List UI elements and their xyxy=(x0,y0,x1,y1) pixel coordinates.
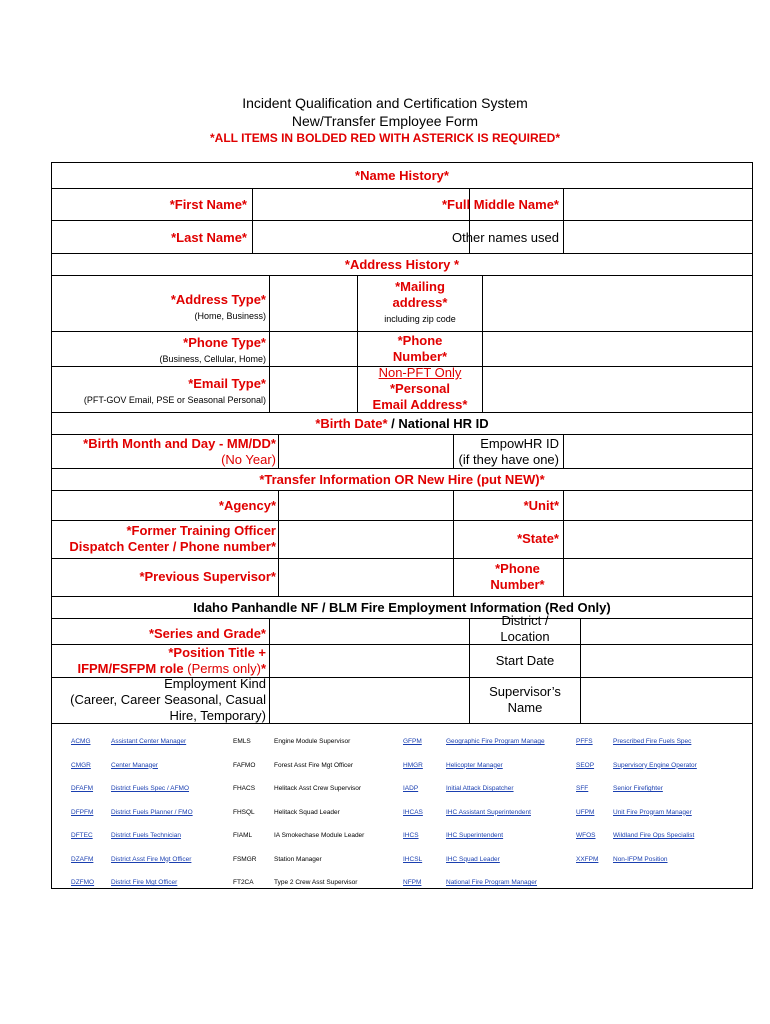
mailing-address-label xyxy=(358,279,482,327)
unit-label: *Unit* xyxy=(523,498,559,513)
legend-code: FT2CA xyxy=(233,879,254,886)
birth-month-day-label: *Birth Month and Day - MM/DD* xyxy=(83,436,276,451)
legend-code[interactable]: XXFPM xyxy=(576,855,599,863)
legend-description[interactable]: Wildland Fire Ops Specialist xyxy=(613,832,695,839)
supervisor-phone-line2: Number* xyxy=(490,577,545,592)
phone-type-field[interactable] xyxy=(269,332,358,366)
start-date-field[interactable] xyxy=(580,645,752,677)
previous-supervisor-label: *Previous Supervisor* xyxy=(139,569,276,584)
legend-description[interactable]: Geographic Fire Program Manage xyxy=(446,738,545,745)
birth-month-day-field[interactable] xyxy=(278,435,454,468)
phone-number-line2: Number* xyxy=(392,349,448,364)
legend-description[interactable]: District Fuels Planner / FMO xyxy=(111,808,193,816)
middle-name-field[interactable] xyxy=(563,189,752,220)
agency-field[interactable] xyxy=(278,491,454,520)
mailing-hint: including zip code xyxy=(384,314,456,324)
former-officer-line2: Dispatch Center / Phone number* xyxy=(69,539,276,554)
birth-row xyxy=(52,435,752,469)
phone-number-line1: *Phone xyxy=(397,333,443,348)
legend-code[interactable]: DZFMO xyxy=(71,879,95,886)
unit-field[interactable] xyxy=(563,491,752,520)
legend-description[interactable]: District Fire Mgt Officer xyxy=(111,879,178,886)
series-grade-row xyxy=(52,613,752,645)
legend-code: FSMGR xyxy=(233,855,257,863)
email-type-label: *Email Type* xyxy=(188,376,266,391)
email-label-line2: *Personal xyxy=(390,381,450,396)
legend-code: FIAML xyxy=(233,832,253,839)
state-label: *State* xyxy=(517,531,559,546)
position-title-row xyxy=(52,645,752,678)
legend-code[interactable]: ACMG xyxy=(71,738,91,745)
position-title-label xyxy=(77,645,266,677)
legend-description[interactable]: IHC Squad Leader xyxy=(446,855,500,863)
legend-code[interactable]: PFFS xyxy=(576,738,593,745)
legend-description: Helitack Squad Leader xyxy=(274,808,340,816)
last-name-row xyxy=(52,221,752,254)
first-name-field[interactable] xyxy=(252,189,470,220)
series-grade-label: *Series and Grade* xyxy=(148,626,266,641)
form-subtitle: New/Transfer Employee Form xyxy=(291,113,479,129)
position-title-line1: *Position Title + xyxy=(168,645,266,660)
legend-code[interactable]: CMGR xyxy=(71,761,91,769)
first-name-label: *First Name* xyxy=(169,197,247,212)
legend-description[interactable]: Helicopter Manager xyxy=(446,761,503,769)
employment-kind-line2: (Career, Career Seasonal, Casual xyxy=(70,692,266,707)
legend-code: EMLS xyxy=(233,738,251,745)
legend-code[interactable]: DFAFM xyxy=(71,785,94,792)
district-location-label xyxy=(470,613,580,645)
phone-number-field[interactable] xyxy=(482,332,752,366)
district-line1: District / xyxy=(501,613,549,628)
last-name-label: *Last Name* xyxy=(171,230,247,245)
legend-description[interactable]: District Fuels Technician xyxy=(111,832,181,839)
employment-kind-line1: Employment Kind xyxy=(164,676,266,691)
supervisor-phone-line1: *Phone xyxy=(495,561,540,576)
legend-description[interactable]: District Asst Fire Mgt Officer xyxy=(111,855,192,863)
agency-row xyxy=(52,491,752,521)
legend-description[interactable]: Center Manager xyxy=(111,761,158,769)
supervisor-name-label xyxy=(470,684,580,716)
name-history-heading: *Name History* xyxy=(52,163,752,189)
legend-code[interactable]: UFPM xyxy=(576,808,595,816)
employment-heading: Idaho Panhandle NF / BLM Fire Employment Information (Red Only) xyxy=(52,597,752,619)
employment-kind-line3: Hire, Temporary) xyxy=(169,708,266,723)
first-name-row xyxy=(52,189,752,221)
empowhr-id-hint: (if they have one) xyxy=(458,452,559,467)
legend-description[interactable]: IHC Assistant Superintendent xyxy=(446,808,531,816)
previous-supervisor-row xyxy=(52,559,752,597)
legend-code: FHSQL xyxy=(233,808,255,816)
legend-description[interactable]: Supervisory Engine Operator xyxy=(613,761,697,769)
agency-label: *Agency* xyxy=(218,498,276,513)
legend-code[interactable]: SEOP xyxy=(576,761,595,769)
other-names-field[interactable] xyxy=(563,221,752,253)
legend-code[interactable]: DFPFM xyxy=(71,808,94,816)
legend-description: Station Manager xyxy=(274,855,322,863)
legend-code: FAFMO xyxy=(233,761,256,769)
legend-description: Engine Module Supervisor xyxy=(274,738,351,745)
legend-code[interactable]: IHCS xyxy=(403,832,419,839)
former-officer-row xyxy=(52,521,752,559)
address-type-label: *Address Type* xyxy=(170,292,266,307)
empowhr-id-field[interactable] xyxy=(563,435,752,468)
former-officer-field[interactable] xyxy=(278,521,454,558)
full-middle-name-label: *Full Middle Name* xyxy=(441,197,559,212)
perms-only-note: (Perms only) xyxy=(187,661,261,676)
supervisor-phone-label xyxy=(472,561,563,593)
legend-code[interactable]: IADP xyxy=(403,785,419,792)
district-location-field[interactable] xyxy=(580,619,752,644)
employment-kind-row xyxy=(52,678,752,724)
position-required-mark: * xyxy=(260,661,266,676)
employment-kind-label xyxy=(70,676,266,724)
transfer-heading: *Transfer Information OR New Hire (put NEW)* xyxy=(52,469,752,491)
personal-email-field[interactable] xyxy=(482,367,752,412)
legend-description[interactable]: Non-IFPM Position xyxy=(613,855,668,863)
legend-code[interactable]: DZAFM xyxy=(71,855,94,863)
email-label-line3: Email Address* xyxy=(372,397,468,412)
empowhr-id-label: EmpowHR ID xyxy=(480,436,559,451)
previous-supervisor-field[interactable] xyxy=(278,559,454,596)
legend-description[interactable]: National Fire Program Manager xyxy=(446,879,538,886)
birth-date-heading-required: *Birth Date* xyxy=(315,416,388,431)
legend-code[interactable]: IHCAS xyxy=(403,808,423,816)
legend-description[interactable]: IHC Superintendent xyxy=(446,832,504,839)
national-hr-id-heading: / National HR ID xyxy=(387,416,489,431)
series-grade-field[interactable] xyxy=(269,619,470,644)
address-type-row xyxy=(52,276,752,332)
address-type-hint: (Home, Business) xyxy=(194,311,266,321)
legend-code[interactable]: WFOS xyxy=(576,832,596,839)
supervisor-name-line2: Name xyxy=(507,700,543,715)
phone-number-label xyxy=(358,333,482,365)
legend-description: Helitack Asst Crew Supervisor xyxy=(274,785,362,792)
mailing-label-line2: address* xyxy=(392,295,448,310)
supervisor-name-field[interactable] xyxy=(580,678,752,723)
legend-description: IA Smokechase Module Leader xyxy=(274,832,365,839)
former-officer-line1: *Former Training Officer xyxy=(126,523,276,538)
birth-date-heading xyxy=(52,413,752,435)
phone-type-label: *Phone Type* xyxy=(183,335,266,350)
legend-description[interactable]: Assistant Center Manager xyxy=(111,738,187,745)
personal-email-label xyxy=(358,365,482,413)
phone-type-row xyxy=(52,332,752,367)
address-history-heading: *Address History * xyxy=(52,254,752,276)
legend-code[interactable]: DFTEC xyxy=(71,832,93,839)
supervisor-phone-field[interactable] xyxy=(563,559,752,596)
no-year-note: (No Year) xyxy=(221,452,276,467)
address-type-field[interactable] xyxy=(269,276,358,331)
legend-description[interactable]: Prescribed Fire Fuels Spec xyxy=(613,738,692,745)
legend-description[interactable]: Initial Attack Dispatcher xyxy=(446,785,514,792)
legend-description[interactable]: District Fuels Spec / AFMO xyxy=(111,785,190,792)
legend-code[interactable]: NFPM xyxy=(403,879,422,886)
legend-code[interactable]: SFF xyxy=(576,785,589,792)
email-type-row xyxy=(52,367,752,413)
legend-description: Forest Asst Fire Mgt Officer xyxy=(274,761,353,769)
last-name-field[interactable] xyxy=(252,221,470,253)
mailing-label-line1: *Mailing xyxy=(395,279,445,294)
email-type-hint: (PFT-GOV Email, PSE or Seasonal Personal) xyxy=(83,395,266,405)
legend-description[interactable]: Unit Fire Program Manager xyxy=(613,808,692,816)
legend-code[interactable]: GFPM xyxy=(403,738,422,745)
supervisor-name-line1: Supervisor’s xyxy=(489,684,561,699)
employee-form-table xyxy=(51,162,753,889)
position-code-legend xyxy=(52,724,752,889)
start-date-label: Start Date xyxy=(495,653,555,668)
non-pft-only-note: Non-PFT Only xyxy=(378,365,462,380)
phone-type-hint: (Business, Cellular, Home) xyxy=(159,354,266,364)
state-field[interactable] xyxy=(563,521,752,558)
other-names-label: Other names used xyxy=(452,230,559,245)
legend-description[interactable]: Senior Firefighter xyxy=(613,785,663,792)
ifpm-role-label: IFPM/FSFPM role xyxy=(77,661,188,676)
position-title-field[interactable] xyxy=(269,645,470,677)
district-line2: Location xyxy=(500,629,550,644)
employment-kind-field[interactable] xyxy=(269,678,470,723)
legend-code[interactable]: IHCSL xyxy=(403,855,423,863)
legend-code: FHACS xyxy=(233,785,256,792)
form-system-title: Incident Qualification and Certification System xyxy=(242,95,528,111)
legend-description: Type 2 Crew Asst Supervisor xyxy=(274,879,358,886)
required-notice: *ALL ITEMS IN BOLDED RED WITH ASTERICK IS REQUIRED* xyxy=(209,131,560,145)
email-type-field[interactable] xyxy=(269,367,358,412)
mailing-address-field[interactable] xyxy=(482,276,752,331)
legend-code[interactable]: HMGR xyxy=(403,761,423,769)
former-officer-label xyxy=(69,523,276,555)
